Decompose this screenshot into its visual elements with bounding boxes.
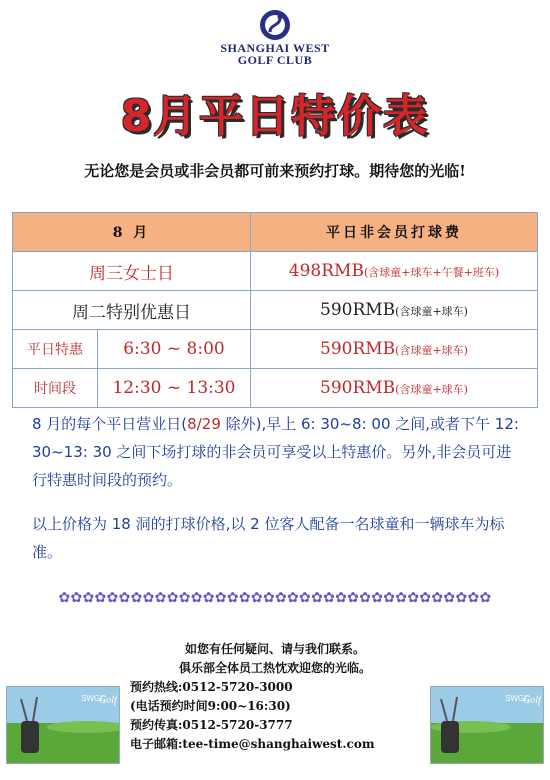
photo-brand: SWGC bbox=[505, 694, 530, 703]
row-note: (含球童+球车) bbox=[395, 383, 468, 396]
row-label: 周二特别优惠日 bbox=[13, 291, 251, 330]
contact-line2: 俱乐部全体员工热忱欢迎您的光临。 bbox=[178, 661, 371, 675]
description-paragraph bbox=[32, 410, 522, 494]
pricing-note-paragraph: 以上价格为 18 洞的打球价格,以 2 位客人配备一名球童和一辆球车为标准。 bbox=[32, 515, 505, 561]
logo-name-line1: SHANGHAI WEST bbox=[220, 41, 330, 55]
photo-brand: SWGC bbox=[81, 694, 106, 703]
row-price-cell bbox=[251, 291, 538, 330]
booking-email[interactable]: 电子邮箱:tee-time@shanghaiwest.com bbox=[130, 737, 375, 751]
contact-line1: 如您有任何疑问、请与我们联系。 bbox=[184, 642, 365, 656]
table-row bbox=[13, 330, 538, 369]
table-header-row bbox=[13, 213, 538, 252]
row-price-cell bbox=[251, 252, 538, 291]
golf-photo-left bbox=[6, 686, 120, 764]
photo-sub: Golf bbox=[99, 695, 117, 706]
description-post: 除外),早上 6: 30~8: 00 之间,或者下午 12: 30~13: 30 之间下场打球的非会员可享受以上特惠价。另外,非会员可进行特惠时间段的预约。 bbox=[32, 415, 519, 489]
exception-date: 8/29 bbox=[187, 415, 221, 433]
time-slot: 12:30 ~ 13:30 bbox=[98, 369, 251, 408]
row-price: 590RMB bbox=[320, 300, 396, 320]
row-price: 590RMB bbox=[320, 378, 396, 398]
row-price: 590RMB bbox=[320, 339, 396, 359]
time-slot: 6:30 ~ 8:00 bbox=[98, 330, 251, 369]
row-price-cell bbox=[251, 330, 538, 369]
photo-sub: Golf bbox=[523, 695, 541, 706]
booking-fax: 预约传真:0512-5720-3777 bbox=[130, 718, 293, 732]
table-row bbox=[13, 291, 538, 330]
row-label: 周三女士日 bbox=[13, 252, 251, 291]
contact-block bbox=[130, 640, 420, 754]
row-note: (含球童+球车) bbox=[395, 344, 468, 357]
flower-divider: ✿✿✿✿✿✿✿✿✿✿✿✿✿✿✿✿✿✿✿✿✿✿✿✿✿✿✿✿✿✿✿✿✿✿✿✿ bbox=[58, 590, 492, 606]
booking-hotline: 预约热线:0512-5720-3000 bbox=[130, 680, 293, 694]
table-row bbox=[13, 369, 538, 408]
row-note: (含球童+球车+午餐+班车) bbox=[363, 266, 500, 279]
intro-text: 无论您是会员或非会员都可前来预约打球。期待您的光临! bbox=[84, 162, 466, 180]
row-price: 498RMB bbox=[288, 261, 364, 281]
special-label-1: 平日特惠 bbox=[13, 330, 98, 369]
description-pre: 8 月的每个平日营业日( bbox=[32, 415, 188, 433]
booking-hours: (电话预约时间9:00~16:30) bbox=[130, 699, 291, 713]
club-logo bbox=[0, 8, 550, 66]
row-price-cell bbox=[251, 369, 538, 408]
header-month: 8 月 bbox=[13, 213, 251, 252]
row-note: (含球童+球车) bbox=[395, 305, 468, 318]
page-title: 8月平日特价表 bbox=[120, 91, 430, 142]
special-label-2: 时间段 bbox=[13, 369, 98, 408]
table-row bbox=[13, 252, 538, 291]
logo-name-line2: GOLF CLUB bbox=[237, 53, 313, 67]
price-table bbox=[12, 212, 538, 408]
golf-club-emblem-icon bbox=[258, 8, 292, 42]
golf-photo-right bbox=[430, 686, 544, 764]
header-fee: 平日非会员打球费 bbox=[251, 213, 538, 252]
